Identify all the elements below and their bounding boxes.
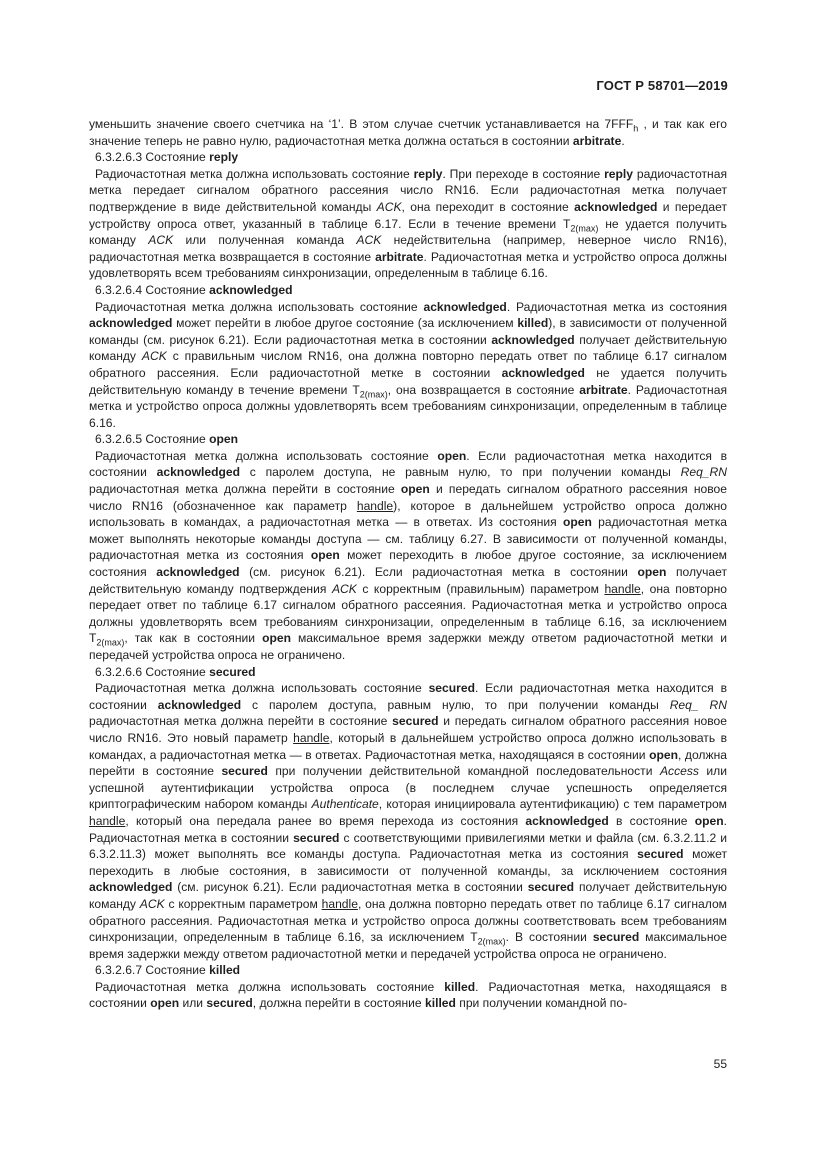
page-number: 55 xyxy=(713,1057,727,1071)
paragraph-reply: Радиочастотная метка должна использовать состояние reply. При переходе в состояние reply радиочастотная метка передает сигналом обратного рассеяния число RN16. Если радиочастотная метка получает подтверждение в виде действительной команды ACK, она переходит в состояние acknowledged и передает устройству опроса ответ, указанный в таблице 6.17. Если в течение времени $T_{2(max)}$ не удается получить команду ACK или полученная команда ACK недействительна (например, неверное число RN16), радиочастотная метка возвращается в состояние arbitrate. Радиочастотная метка и устройство опроса должны удовлетворять всем требованиям синхронизации, определенным в таблице 6.16. xyxy=(89,166,728,281)
paragraph-open: Радиочастотная метка должна использовать состояние open. Если радиочастотная метка находится в состоянии acknowledged с паролем доступа, не равным нулю, то при получении команды Req_RN радиочастотная метка должна перейти в состояние open и передать сигналом обратного рассеяния новое число RN16 (обозначенное как параметр handle), которое в дальнейшем устройство опроса должно использовать в командах, а радиочастотная метка — в ответах. Из состояния open радиочастотная метка может выполнять некоторые команды доступа — см. таблицу 6.27. В зависимости от полученной команды, радиочастотная метка из состояния open может переходить в любое другое состояние, за исключением состояния acknowledged (см. рисунок 6.21). Если радиочастотная метка в состоянии open получает действительную команду подтверждения ACK с корректным (правильным) параметром handle, она повторно передает ответ по таблице 6.17 сигналом обратного рассеяния. Радиочастотная метка и устройство опроса должны удовлетворять всем требованиям синхронизации, определенным в таблице 6.16, за исключением $T_{2(max)}$, так как в состоянии open максимальное время задержки между ответом радиочастотной метки и передачей устройства опроса не ограничено. xyxy=(89,448,728,662)
document-body xyxy=(89,116,727,1012)
section-heading-open: 6.3.2.6.5 Состояние open xyxy=(95,432,239,447)
document-id: ГОСТ Р 58701—2019 xyxy=(596,78,728,93)
section-heading-reply: 6.3.2.6.3 Состояние reply xyxy=(95,150,239,165)
paragraph-continuation: уменьшить значение своего счетчика на ‘1’. В этом случае счетчик устанавливается на $7FFF_h$ , и так как его значение теперь не равно нулю, радиочастотная метка должна остаться в состоянии arbitrate. xyxy=(89,117,727,148)
paragraph-secured: Радиочастотная метка должна использовать состояние secured. Если радиочастотная метка находится в состоянии acknowledged с паролем доступа, равным нулю, то при получении команды Req_ RN радиочастотная метка должна перейти в состояние secured и передать сигналом обратного рассеяния новое число RN16. Это новый параметр handle, который в дальнейшем устройство опроса должно использовать в командах, а радиочастотная метка — в ответах. Радиочастотная метка, находящаяся в состоянии open, должна перейти в состояние secured при получении действительной командной последовательности Access или успешной аутентификации устройства опроса (в последнем случае успешность определяется криптографическим набором команды Authenticate, которая инициировала аутентификацию) с тем параметром handle, который она передала ранее во время перехода из состояния acknowledged в состояние open. Радиочастотная метка в состоянии secured с соответствующими привилегиями метки и файла (см. 6.3.2.11.2 и 6.3.2.11.3) может выполнять все команды доступа. Радиочастотная метка из состояния secured может переходить в любые состояния, в зависимости от полученной команды, за исключением состояния acknowledged (см. рисунок 6.21). Если радиочастотная метка в состоянии secured получает действительную команду ACK с корректным параметром handle, она должна повторно передать ответ по таблице 6.17 сигналом обратного рассеяния. Радиочастотная метка и устройство опроса должны соответствовать всем требованиям синхронизации, определенным в таблице 6.16, за исключением $T_{2(max)}$. В состоянии secured максимальное время задержки между ответом радиочастотной метки и передачей устройства опроса не ограничено. xyxy=(89,681,728,961)
section-heading-acknowledged: 6.3.2.6.4 Состояние acknowledged xyxy=(95,282,293,297)
paragraph-killed: Радиочастотная метка должна использовать состояние killed. Радиочастотная метка, находящаяся в состоянии open или secured, должна перейти в состояние killed при получении командной по- xyxy=(89,979,727,1011)
paragraph-acknowledged: Радиочастотная метка должна использовать состояние acknowledged. Радиочастотная метка из состояния acknowledged может перейти в любое другое состояние (за исключением killed), в зависимости от полученной команды (см. рисунок 6.21). Если радиочастотная метка в состоянии acknowledged получает действительную команду ACK с правильным числом RN16, она должна повторно передать ответ по таблице 6.17 сигналом обратного рассеяния. Если радиочастотной метке в состоянии acknowledged не удается получить действительную команду в течение времени $T_{2(max)}$, она возвращается в состояние arbitrate. Радиочастотная метка и устройство опроса должны удовлетворять всем требованиям синхронизации, определенным в таблице 6.16. xyxy=(89,299,728,430)
section-heading-killed: 6.3.2.6.7 Состояние killed xyxy=(95,963,241,978)
section-heading-secured: 6.3.2.6.6 Состояние secured xyxy=(95,664,256,679)
